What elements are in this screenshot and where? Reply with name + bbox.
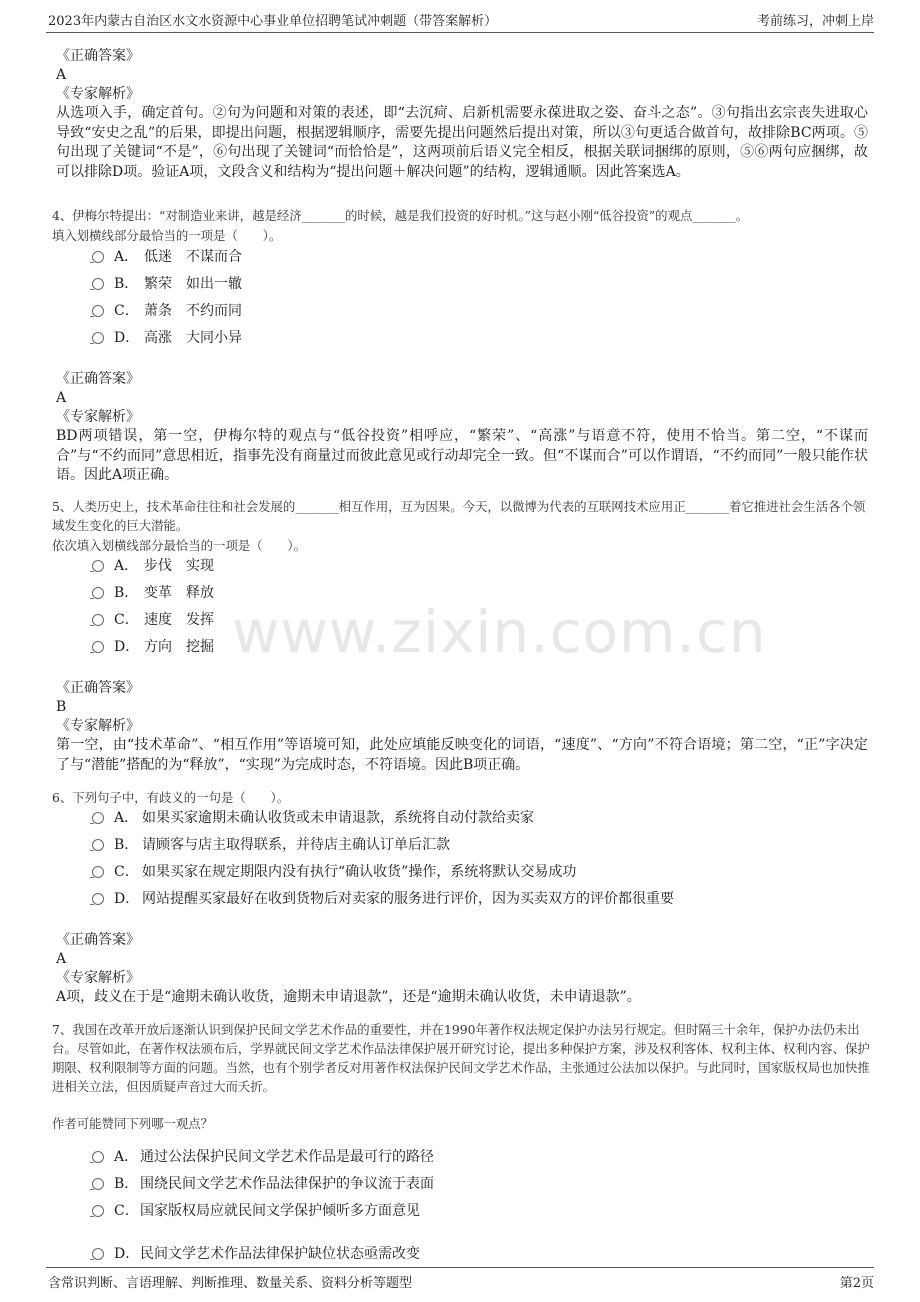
page-footer [48,1272,874,1292]
q3-analysis: 从选项入手，确定首句。②句为问题和对策的表述，即“去沉疴、启新机需要永葆进取之姿、奋斗之态”。③句指出玄宗丧失进取心导致“安史之乱”的后果，即提出问题，根据逻辑顺序，需要先提出问题然后提出对策，所以③句更适合做首句，故排除BC两项。⑤句出现了关键词“不是”，⑥句出现了关键词“而恰恰是”，这两项前后语义完全相反，根据关联词捆绑的原则，⑤⑥两句应捆绑，故可以排除D项。验证A项，文段含义和结构为“提出问题＋解决问题”的结构，逻辑通顺。因此答案选A。 [56,105,868,180]
radio-icon[interactable] [92,1248,104,1260]
radio-icon[interactable] [92,587,104,599]
radio-icon[interactable] [92,560,104,572]
q5-answer: B [56,699,67,715]
q6-answer: A [56,951,67,967]
q7-stem: 7、我国在改革开放后逐渐认识到保护民间文学艺术作品的重要性，并在1990年著作权法规定保护办法另行规定。但时隔三十余年，保护办法仍未出台。尽管如此，在著作权法颁布后，学界就民间文学艺术作品法律保护展开研究讨论，提出多种保护方案，涉及权利客体、权利主体、权利内容、保护期限、权利限制等方面的问题。当然，也有个别学者反对用著作权法保护民间文学艺术作品，主张通过公法加以保护。与此同时，国家版权局也加快推进相关立法，但因质疑声音过大而夭折。 [52,1022,870,1094]
radio-icon[interactable] [92,278,104,290]
q4-instruction: 填入划横线部分最恰当的一项是（ ）。 [52,228,282,243]
q3-answer: A [56,67,67,83]
q4-stem: 4、伊梅尔特提出：“对制造业来讲，越是经济_______的时候，越是我们投资的好时机。”这与赵小刚“低谷投资”的观点_______。 [52,208,749,223]
footer-categories: 含常识判断、言语理解、判断推理、数量关系、资料分析等题型 [48,1276,413,1291]
q4-analysis-heading: 《专家解析》 [56,409,140,425]
q6-answer-heading: 《正确答案》 [56,932,140,948]
radio-icon[interactable] [92,1151,104,1163]
q6-stem: 6、下列句子中，有歧义的一句是（ ）。 [52,790,290,805]
radio-icon[interactable] [92,893,104,905]
radio-icon[interactable] [92,251,104,263]
q4-answer-heading: 《正确答案》 [56,371,140,387]
q5-analysis-heading: 《专家解析》 [56,718,140,734]
radio-icon[interactable] [92,1178,104,1190]
q7-instruction: 作者可能赞同下列哪一观点？ [52,1116,214,1131]
watermark: www.zixin.com.cn [232,598,767,666]
radio-icon[interactable] [92,614,104,626]
radio-icon[interactable] [92,839,104,851]
radio-icon[interactable] [92,332,104,344]
document-title: 2023年内蒙古自治区水文水资源中心事业单位招聘笔试冲刺题（带答案解析） [48,14,498,29]
q5-instruction: 依次填入划横线部分最恰当的一项是（ ）。 [52,538,307,553]
q4-answer: A [56,390,67,406]
q5-analysis: 第一空，由“技术革命”、“相互作用”等语境可知，此处应填能反映变化的词语，“速度”、“方向”不符合语境；第二空，“正”字决定了与“潜能”搭配的为“释放”，“实现”为完成时态，不符语境。因此B项正确。 [56,737,868,773]
q5-answer-heading: 《正确答案》 [56,680,140,696]
footer-divider [46,1267,874,1268]
q6-analysis-heading: 《专家解析》 [56,970,140,986]
q3-answer-heading: 《正确答案》 [56,48,140,64]
page-number: 第2页 [839,1276,874,1291]
radio-icon[interactable] [92,812,104,824]
page-header [48,10,874,30]
q4-analysis: BD两项错误，第一空，伊梅尔特的观点与“低谷投资”相呼应，“繁荣”、“高涨”与语意不符，使用不恰当。第二空，“不谋而合”与“不约而同”意思相近，指事先没有商量过而彼此意见或行动却完全一致。但“不谋而合”可以作谓语，“不约而同”一般只能作状语。因此A项正确。 [56,428,868,484]
q3-analysis-heading: 《专家解析》 [56,86,140,102]
header-divider [46,32,874,33]
header-slogan: 考前练习，冲刺上岸 [756,14,874,29]
radio-icon[interactable] [92,641,104,653]
radio-icon[interactable] [92,305,104,317]
q5-stem: 5、人类历史上，技术革命往往和社会发展的_______相互作用，互为因果。今天，以微博为代表的互联网技术应用正_______着它推进社会生活各个领域发生变化的巨大潜能。 [52,499,866,533]
radio-icon[interactable] [92,1205,104,1217]
radio-icon[interactable] [92,866,104,878]
q6-analysis: A项，歧义在于是“逾期未确认收货，逾期未申请退款”，还是“逾期未确认收货，未申请退款”。 [56,989,641,1005]
